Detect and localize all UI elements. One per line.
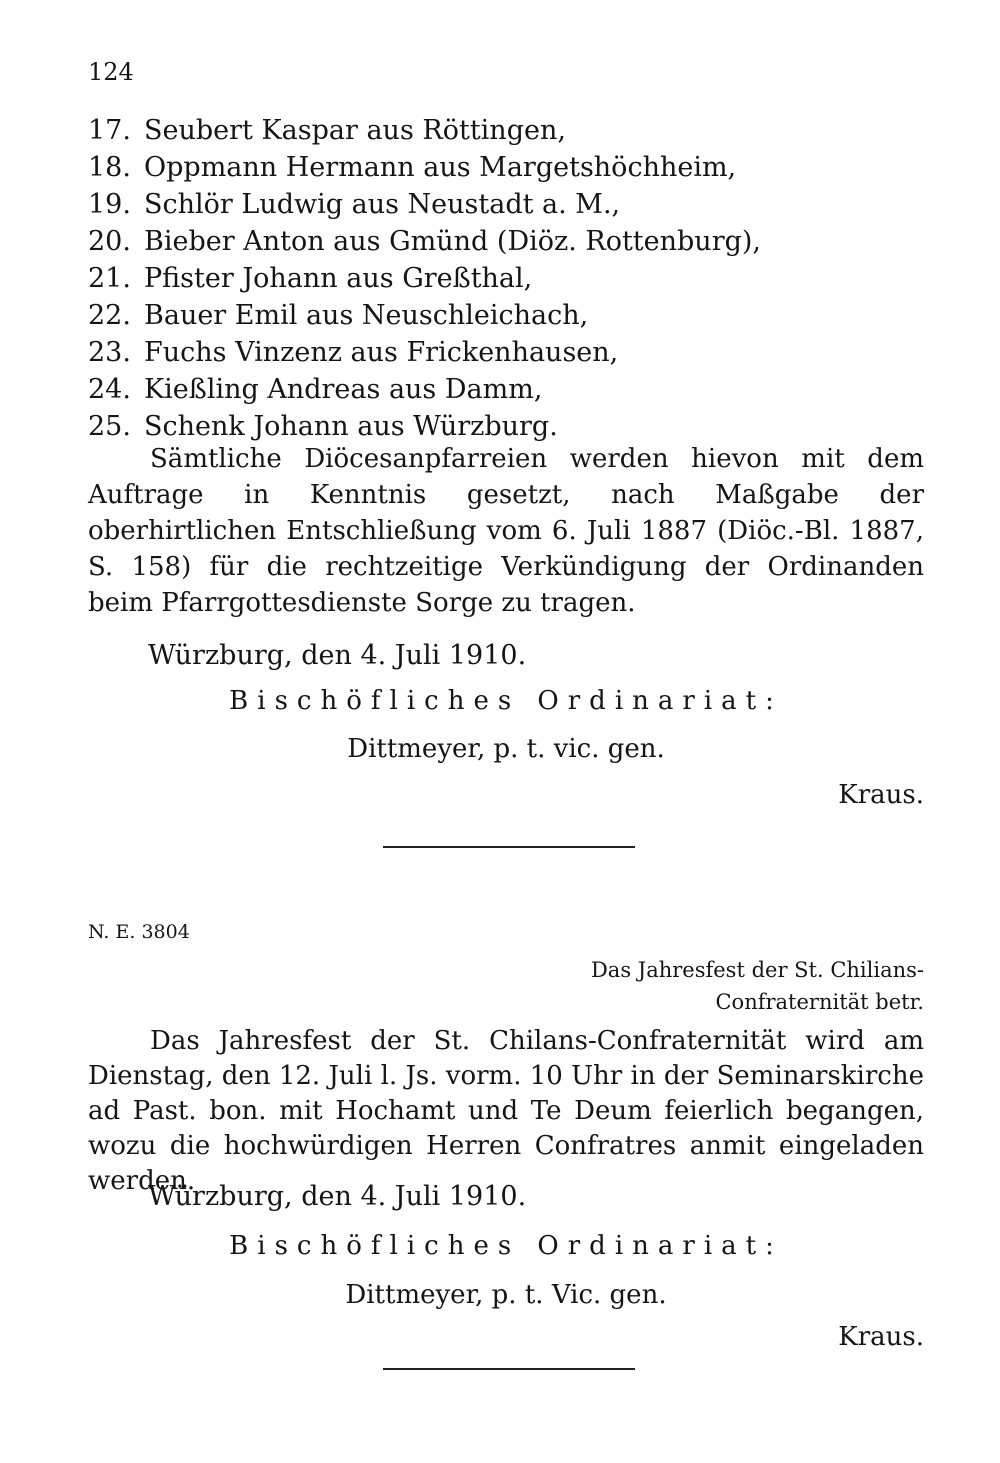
list-item-text: Bauer Emil aus Neuschleichach, <box>144 300 589 331</box>
list-item <box>88 408 928 445</box>
list-item-text: Schenk Johann aus Würzburg. <box>144 411 558 442</box>
reference-number: N. E. 3804 <box>88 921 190 943</box>
subject-line-1: Das Jahresfest der St. Chilians- <box>590 958 924 982</box>
list-item-number: 24. <box>88 374 131 405</box>
list-item-number: 22. <box>88 300 131 331</box>
list-item-number: 17. <box>88 115 131 146</box>
list-item-number: 20. <box>88 226 131 257</box>
list-item <box>88 334 928 371</box>
notice-paragraph <box>88 441 924 621</box>
list-item <box>88 223 928 260</box>
list-item <box>88 260 928 297</box>
signature: Dittmeyer, p. t. Vic. gen. <box>345 1280 667 1310</box>
list-item-number: 18. <box>88 152 131 183</box>
list-item <box>88 112 928 149</box>
list-item-text: Schlör Ludwig aus Neustadt a. M., <box>144 189 621 220</box>
list-item-text: Oppmann Hermann aus Margetshöchheim, <box>144 152 737 183</box>
authority-heading: Bischöfliches Ordinariat: <box>229 1231 783 1261</box>
signature: Dittmeyer, p. t. vic. gen. <box>347 734 665 764</box>
list-item <box>88 149 928 186</box>
list-item-text: Bieber Anton aus Gmünd (Diöz. Rottenburg), <box>144 226 762 257</box>
place-date: Würzburg, den 4. Juli 1910. <box>148 1181 527 1212</box>
section-divider <box>383 846 635 848</box>
secretary-signature: Kraus. <box>838 1322 924 1352</box>
list-item-text: Fuchs Vinzenz aus Frickenhausen, <box>144 337 619 368</box>
announcement-paragraph <box>88 1024 924 1199</box>
list-item-text: Kießling Andreas aus Damm, <box>144 374 543 405</box>
section-divider <box>383 1368 635 1370</box>
list-item <box>88 297 928 334</box>
subject-line <box>504 954 924 1018</box>
list-item-text: Seubert Kaspar aus Röttingen, <box>144 115 566 146</box>
list-item <box>88 371 928 408</box>
subject-line-2: Confraternität betr. <box>715 990 924 1014</box>
place-date: Würzburg, den 4. Juli 1910. <box>148 640 527 671</box>
list-item-number: 19. <box>88 189 131 220</box>
page-number: 124 <box>88 58 134 86</box>
secretary-signature: Kraus. <box>838 780 924 810</box>
list-item <box>88 186 928 223</box>
announcement-paragraph-text: Das Jahresfest der St. Chilans-Confraternität wird am Dienstag, den 12. Juli l. Js. vorm. 10 Uhr in der Seminarskirche ad Past. bon. mit Hochamt und Te Deum feierlich begangen, wozu die hochwürdigen Herren Confratres anmit eingeladen werden. <box>88 1026 924 1196</box>
authority-heading: Bischöfliches Ordinariat: <box>229 686 783 716</box>
list-item-number: 25. <box>88 411 131 442</box>
notice-paragraph-text: Sämtliche Diöcesanpfarreien werden hievon mit dem Auftrage in Kenntnis gesetzt, nach Maßgabe der oberhirtlichen Entschließung vom 6. Juli 1887 (Diöc.-Bl. 1887, S. 158) für die rechtzeitige Verkündigung der Ordinanden beim Pfarrgottesdienste Sorge zu tragen. <box>88 444 924 618</box>
list-item-number: 23. <box>88 337 131 368</box>
list-item-number: 21. <box>88 263 131 294</box>
ordinand-list <box>88 112 928 445</box>
list-item-text: Pfister Johann aus Greßthal, <box>144 263 533 294</box>
